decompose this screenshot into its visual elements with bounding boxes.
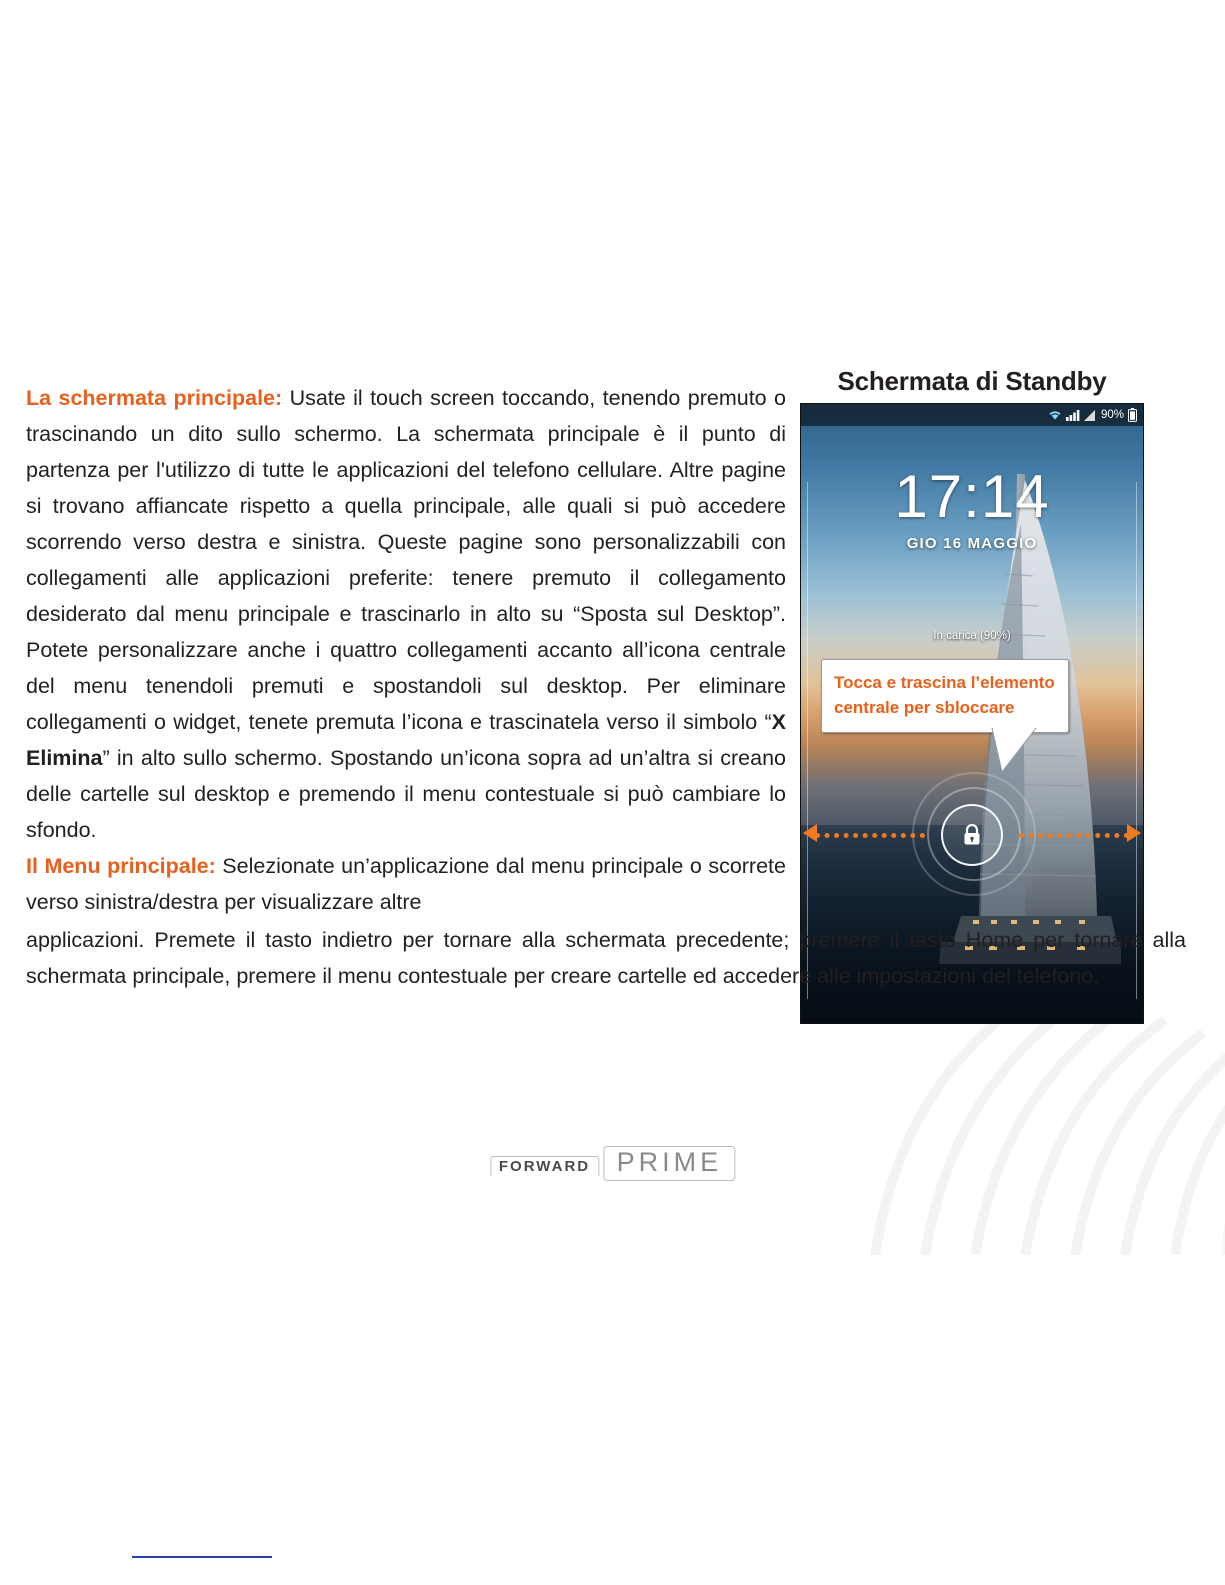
charging-status-label: In carica (90%) <box>933 630 1011 642</box>
paragraph-main-menu-continued <box>26 920 1186 994</box>
document-body <box>26 380 1186 994</box>
paragraph-main-screen <box>26 380 786 920</box>
paragraph-lead-1: La schermata principale: <box>26 386 283 410</box>
paragraph-text-2-continuation: applicazioni. Premete il tasto indietro per tornare alla schermata precedente; premere il tasto Home per tornare alla schermata principale, premere il menu contestuale per creare cartelle ed accedere alle impostazioni del telefono. <box>26 928 1186 988</box>
callout-text: Tocca e trascina l’elemento centrale per sbloccare <box>834 673 1055 717</box>
forward-prime-logo <box>490 1148 735 1181</box>
lockscreen-clock: 17:14 <box>894 463 1050 530</box>
paragraph-bold-1: X Elimina <box>26 710 786 770</box>
paragraph-text-1: Usate il touch screen toccando, tenendo premuto o trascinando un dito sullo schermo. La schermata principale è il punto di partenza per l'utilizzo di tutte le applicazioni del telefono cellulare. Altre pagine si trovano affiancate rispetto a quella principale, alle quali si può accedere scorrendo verso destra e sinistra. Queste pagine sono personalizzabili con collegamenti alle applicazioni preferite: tenere premuto il collegamento desiderato dal menu principale e trascinarlo in alto su “Sposta sul Desktop”. Potete personalizzare anche i quattro collegamenti accanto all’icona centrale del menu tenendoli premuti e spostandoli sul desktop. Per eliminare collegamenti o widget, tenete premuta l’icona e trascinatela verso il simbolo “ <box>26 386 786 734</box>
paragraph-main-menu <box>26 848 786 920</box>
battery-percent-label: 90% <box>1100 409 1124 421</box>
logo-prime-text: PRIME <box>604 1146 736 1181</box>
lockscreen-date: GIO 16 MAGGIO <box>906 535 1038 552</box>
figure-title: Schermata di Standby <box>837 366 1107 396</box>
page-footer <box>0 1148 1225 1196</box>
paragraph-text-2: Selezionate un’applicazione dal menu principale o scorrete verso sinistra/destra per visualizzare altre <box>26 854 786 914</box>
paragraph-lead-2: Il Menu principale: <box>26 854 216 878</box>
paragraph-text-1b: ” in alto sullo schermo. Spostando un’icona sopra ad un’altra si creano delle cartelle sul desktop e premendo il menu contestuale si può cambiare lo sfondo. <box>26 746 786 842</box>
logo-forward-text: FORWARD <box>490 1156 599 1176</box>
bottom-hyperlink-underline[interactable] <box>132 1556 272 1558</box>
